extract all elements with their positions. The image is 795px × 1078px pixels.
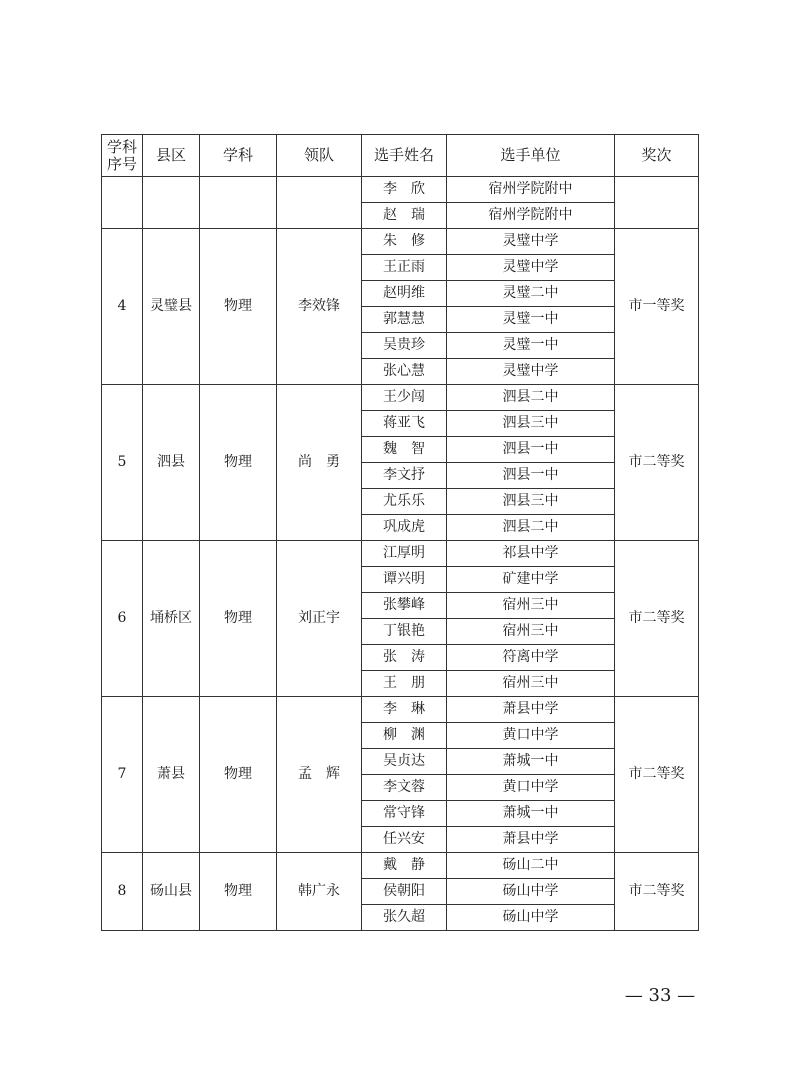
group-seq: 5 xyxy=(102,385,143,541)
player-name: 李文抒 xyxy=(362,463,447,489)
player-school: 矿建中学 xyxy=(447,567,615,593)
group-subject xyxy=(200,177,277,229)
player-name: 李 欣 xyxy=(362,177,447,203)
table-row xyxy=(102,229,699,255)
player-school: 砀山中学 xyxy=(447,879,615,905)
player-name: 赵明维 xyxy=(362,281,447,307)
group-award xyxy=(615,177,699,229)
group-leader: 李效锋 xyxy=(277,229,362,385)
header-county: 县区 xyxy=(143,135,200,177)
player-name: 蒋亚飞 xyxy=(362,411,447,437)
group-seq: 7 xyxy=(102,697,143,853)
player-school: 萧县中学 xyxy=(447,697,615,723)
header-name: 选手姓名 xyxy=(362,135,447,177)
group-subject: 物理 xyxy=(200,541,277,697)
group-subject: 物理 xyxy=(200,853,277,931)
player-school: 泗县一中 xyxy=(447,437,615,463)
header-seq xyxy=(102,135,143,177)
group-award: 市一等奖 xyxy=(615,229,699,385)
table-row xyxy=(102,697,699,723)
player-name: 王 朋 xyxy=(362,671,447,697)
player-school: 灵璧二中 xyxy=(447,281,615,307)
player-school: 黄口中学 xyxy=(447,775,615,801)
group-subject: 物理 xyxy=(200,229,277,385)
table-header-row xyxy=(102,135,699,177)
player-school: 宿州三中 xyxy=(447,593,615,619)
table-row xyxy=(102,177,699,203)
player-school: 符离中学 xyxy=(447,645,615,671)
player-school: 砀山二中 xyxy=(447,853,615,879)
player-name: 魏 智 xyxy=(362,437,447,463)
player-school: 泗县一中 xyxy=(447,463,615,489)
group-award: 市二等奖 xyxy=(615,385,699,541)
award-table xyxy=(101,134,699,931)
player-name: 巩成虎 xyxy=(362,515,447,541)
group-county: 埇桥区 xyxy=(143,541,200,697)
group-county xyxy=(143,177,200,229)
player-school: 泗县二中 xyxy=(447,385,615,411)
player-name: 王少闯 xyxy=(362,385,447,411)
header-seq-line1: 学科 xyxy=(106,137,137,156)
player-name: 张 涛 xyxy=(362,645,447,671)
group-subject: 物理 xyxy=(200,385,277,541)
player-school: 泗县三中 xyxy=(447,489,615,515)
group-county: 灵璧县 xyxy=(143,229,200,385)
player-name: 朱 修 xyxy=(362,229,447,255)
header-seq-line2: 序号 xyxy=(106,154,137,173)
player-name: 郭慧慧 xyxy=(362,307,447,333)
player-name: 王正雨 xyxy=(362,255,447,281)
player-school: 宿州三中 xyxy=(447,619,615,645)
player-school: 萧县中学 xyxy=(447,827,615,853)
player-school: 灵璧一中 xyxy=(447,333,615,359)
group-leader: 刘正宇 xyxy=(277,541,362,697)
group-leader: 尚 勇 xyxy=(277,385,362,541)
player-name: 张久超 xyxy=(362,905,447,931)
header-leader: 领队 xyxy=(277,135,362,177)
table-row xyxy=(102,853,699,879)
player-name: 任兴安 xyxy=(362,827,447,853)
group-county: 泗县 xyxy=(143,385,200,541)
player-school: 宿州三中 xyxy=(447,671,615,697)
page-number: — 33 — xyxy=(624,985,696,1006)
group-seq xyxy=(102,177,143,229)
group-county: 萧县 xyxy=(143,697,200,853)
table-body xyxy=(102,177,699,931)
player-name: 吴贞达 xyxy=(362,749,447,775)
group-award: 市二等奖 xyxy=(615,697,699,853)
player-name: 张攀峰 xyxy=(362,593,447,619)
player-school: 灵璧中学 xyxy=(447,359,615,385)
player-school: 泗县三中 xyxy=(447,411,615,437)
group-leader: 孟 辉 xyxy=(277,697,362,853)
group-seq: 8 xyxy=(102,853,143,931)
header-school: 选手单位 xyxy=(447,135,615,177)
group-leader xyxy=(277,177,362,229)
player-school: 黄口中学 xyxy=(447,723,615,749)
group-award: 市二等奖 xyxy=(615,541,699,697)
header-subject: 学科 xyxy=(200,135,277,177)
player-school: 宿州学院附中 xyxy=(447,203,615,229)
player-name: 丁银艳 xyxy=(362,619,447,645)
player-school: 萧城一中 xyxy=(447,749,615,775)
table-row xyxy=(102,541,699,567)
group-subject: 物理 xyxy=(200,697,277,853)
player-school: 灵璧一中 xyxy=(447,307,615,333)
group-county: 砀山县 xyxy=(143,853,200,931)
player-name: 柳 渊 xyxy=(362,723,447,749)
player-name: 李 琳 xyxy=(362,697,447,723)
player-school: 萧城一中 xyxy=(447,801,615,827)
group-award: 市二等奖 xyxy=(615,853,699,931)
group-seq: 6 xyxy=(102,541,143,697)
table-row xyxy=(102,385,699,411)
player-name: 侯朝阳 xyxy=(362,879,447,905)
player-school: 砀山中学 xyxy=(447,905,615,931)
player-school: 泗县二中 xyxy=(447,515,615,541)
player-school: 宿州学院附中 xyxy=(447,177,615,203)
player-name: 张心慧 xyxy=(362,359,447,385)
player-name: 戴 静 xyxy=(362,853,447,879)
player-name: 江厚明 xyxy=(362,541,447,567)
player-school: 灵璧中学 xyxy=(447,255,615,281)
player-name: 李文蓉 xyxy=(362,775,447,801)
group-seq: 4 xyxy=(102,229,143,385)
group-leader: 韩广永 xyxy=(277,853,362,931)
player-name: 赵 瑞 xyxy=(362,203,447,229)
player-school: 灵璧中学 xyxy=(447,229,615,255)
player-name: 尤乐乐 xyxy=(362,489,447,515)
player-name: 谭兴明 xyxy=(362,567,447,593)
player-name: 常守锋 xyxy=(362,801,447,827)
header-award: 奖次 xyxy=(615,135,699,177)
player-school: 祁县中学 xyxy=(447,541,615,567)
player-name: 吴贵珍 xyxy=(362,333,447,359)
